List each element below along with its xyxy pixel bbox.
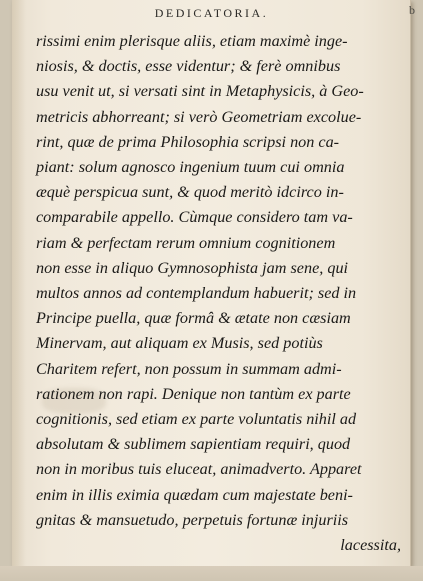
body-text xyxy=(36,29,401,558)
text-line: enim in illis eximia quædam cum majestate beni- xyxy=(36,485,353,504)
text-line: comparabile appello. Cùmque considero tam va- xyxy=(36,208,353,227)
text-line: usu venit ut, si versati sint in Metaphysicis, à Geo- xyxy=(36,82,364,101)
text-line: niosis, & doctis, esse videntur; & ferè omnibus xyxy=(36,57,341,76)
page-gutter-shadow xyxy=(12,0,26,566)
text-line: æquè perspicua sunt, & quod meritò idcirco in- xyxy=(36,183,344,202)
catchword: lacessita, xyxy=(340,536,401,555)
text-line: rationem non rapi. Denique non tantùm ex parte xyxy=(36,384,351,403)
text-line: Charitem refert, non possum in summam admi- xyxy=(36,359,342,378)
running-head: DEDICATORIA. xyxy=(154,6,269,20)
text-line: Principe puella, quæ formâ & ætate non cæsiam xyxy=(36,309,351,328)
text-line: absolutam & sublimem sapientiam requiri, quod xyxy=(36,435,351,454)
page-bottom-edge xyxy=(0,566,423,581)
text-line: cognitionis, sed etiam ex parte voluntatis nihil ad xyxy=(36,410,357,429)
text-line: Minervam, aut aliquam ex Musis, sed potiùs xyxy=(36,334,323,353)
text-line: non in moribus tuis eluceat, animadverto. Apparet xyxy=(36,460,362,479)
text-line: non esse in aliquo Gymnosophista jam sene, qui xyxy=(36,258,349,277)
text-line: riam & perfectam rerum omnium cognitionem xyxy=(36,233,336,252)
text-line: rissimi enim plerisque aliis, etiam maximè inge- xyxy=(36,32,348,50)
page-corner-marker: b xyxy=(409,3,415,17)
text-line: rint, quæ de prima Philosophia scripsi non ca- xyxy=(36,132,340,151)
text-line: multos annos ad contemplandum habuerit; sed in xyxy=(36,284,357,303)
text-line: piant: solum agnosco ingenium tuum cui omnia xyxy=(36,158,345,177)
text-line: gnitas & mansuetudo, perpetuis fortunæ injuriis xyxy=(36,510,349,529)
text-line: metricis abhorreant; si verò Geometriam excolue- xyxy=(36,107,362,126)
